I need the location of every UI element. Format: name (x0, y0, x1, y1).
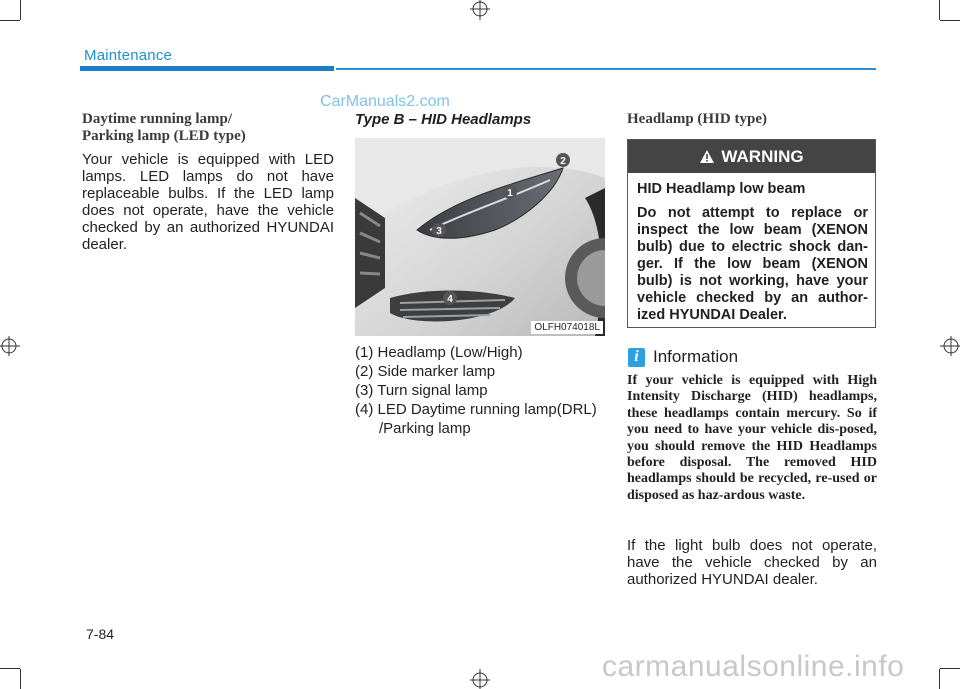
closing-paragraph: If the light bulb does not operate, have the vehicle checked by an authorized HYUNDAI dealer. (627, 537, 877, 588)
crop-mark (939, 669, 940, 689)
crop-mark (0, 668, 20, 669)
photo-code: OLFH074018L (531, 321, 603, 334)
warning-box (627, 139, 876, 328)
page-number: 7-84 (86, 626, 115, 642)
drl-heading-line1: Daytime running lamp/ (82, 111, 233, 127)
drl-paragraph: Your vehicle is equipped with LED lamps. LED lamps do not have replaceable bulbs. If the LED lamp does not operate, have the vehicle checked by an authorized HYUNDAI dealer. (82, 151, 334, 253)
legend-item-continuation: /Parking lamp (379, 420, 471, 437)
registration-mark-icon (468, 0, 492, 20)
header-rule (336, 68, 876, 70)
header-bar (80, 66, 334, 71)
marker-2-label: 2 (560, 156, 566, 167)
headlamp-photo (355, 138, 605, 336)
crop-mark (940, 668, 960, 669)
warning-body (637, 181, 868, 331)
registration-mark-icon (0, 334, 20, 358)
hid-headlamp-heading: Headlamp (HID type) (627, 111, 767, 127)
crop-mark (0, 20, 20, 21)
legend-item: (2) Side marker lamp (355, 363, 496, 380)
information-title: Information (653, 347, 739, 366)
hid-type-heading: Type B – HID Headlamps (355, 111, 532, 128)
marker-3-label: 3 (436, 226, 442, 237)
headlamp-legend (355, 343, 615, 438)
car-front-illustration (355, 138, 605, 336)
drl-heading-line2: Parking lamp (LED type) (82, 128, 246, 144)
legend-item: (4) LED Daytime running lamp(DRL) (355, 401, 597, 418)
legend-item: (3) Turn signal lamp (355, 382, 488, 399)
crop-mark (20, 669, 21, 689)
crop-mark (939, 0, 940, 20)
information-header (628, 347, 738, 367)
section-title: Maintenance (84, 47, 173, 64)
drl-heading (82, 111, 332, 145)
watermark-bottom[interactable]: carmanualsonline.info (602, 650, 905, 683)
warning-text: Do not attempt to replace or inspect the low beam (XENON bulb) due to electric shock dan-ger. If the low beam (XENON bulb) is not working, have your vehicle checked by an author-ized HYUNDAI Dealer. (637, 205, 868, 323)
warning-header (628, 140, 875, 173)
warning-label: WARNING (721, 146, 804, 166)
registration-mark-icon (940, 334, 960, 358)
warning-title: HID Headlamp low beam (637, 181, 806, 197)
information-text: If your vehicle is equipped with High Intensity Discharge (HID) headlamps, these headlamps contain mercury. So if you need to have your vehicle dis-posed, you should remove the HID Headlamps before disposal. The removed HID headlamps should be recycled, re-used or disposed as haz-ardous waste. (627, 373, 877, 503)
crop-mark (940, 20, 960, 21)
marker-4-label: 4 (447, 294, 453, 305)
info-icon: i (628, 348, 645, 367)
legend-item: (1) Headlamp (Low/High) (355, 344, 523, 361)
registration-mark-icon (468, 669, 492, 689)
warning-triangle-icon (699, 149, 715, 164)
marker-1-label: 1 (507, 188, 513, 199)
crop-mark (20, 0, 21, 20)
watermark-top[interactable]: CarManuals2.com (320, 93, 450, 110)
